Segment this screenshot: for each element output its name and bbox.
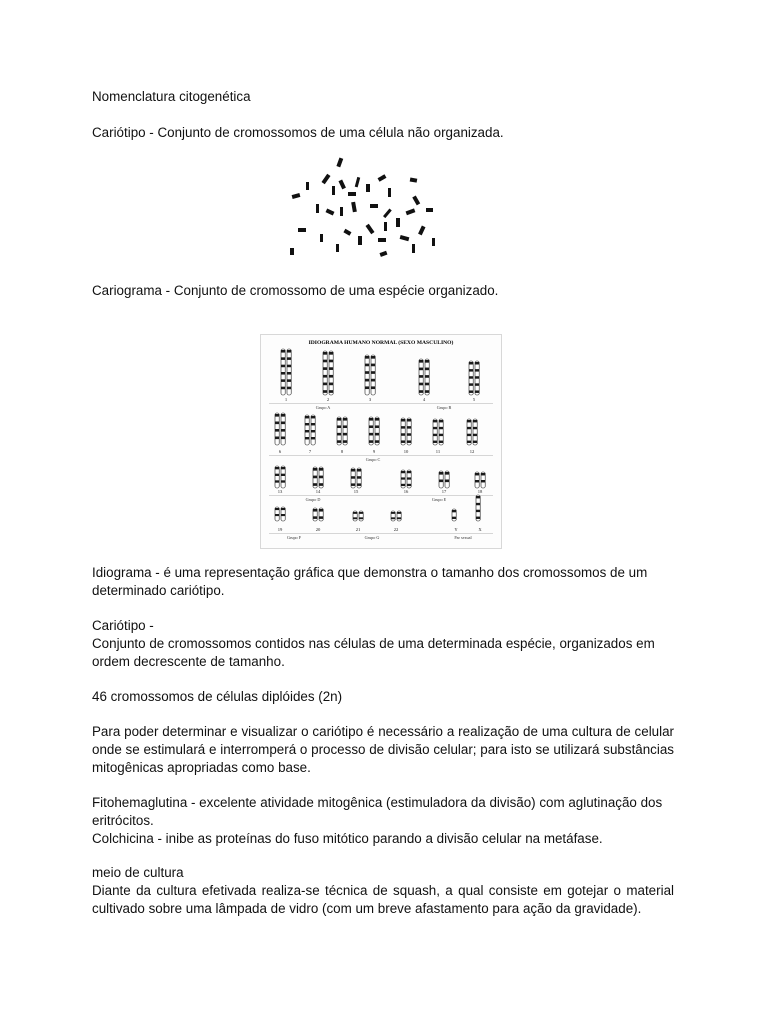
meio-section [92, 864, 674, 917]
chromosome-10-b [407, 418, 411, 445]
chromosome-number-label: 1 [284, 397, 288, 402]
chromosome-5-b [475, 361, 479, 395]
chromosome-15-b [357, 468, 361, 488]
chromosome-group-label: Grupo A [315, 405, 331, 410]
chromosome-16-a [401, 470, 405, 488]
chromosome-number-label: 20 [315, 527, 321, 532]
chromosome-number-label: 2 [326, 397, 330, 402]
chromosome-14-b [319, 467, 323, 488]
chromosome-number-label: 6 [278, 449, 282, 454]
chromosome-2-a [323, 351, 327, 395]
chromosome-20-b [319, 508, 323, 521]
chromosome-group-label: Grupo G [364, 535, 380, 540]
chromosome-4-b [425, 359, 429, 395]
chromosome-9-a [369, 417, 373, 445]
chromosome-number-label: 7 [308, 449, 312, 454]
idiogram-figure [260, 334, 502, 549]
chromosome-21-b [359, 511, 363, 521]
chromosome-number-label: 18 [477, 489, 483, 494]
chromosome-19-a [275, 507, 279, 521]
chromosome-10-a [401, 418, 405, 445]
document-title: Nomenclatura citogenética [92, 89, 251, 104]
chromosome-5-a [469, 361, 473, 395]
chromosome-number-label: 12 [469, 449, 475, 454]
chromosome-19-b [281, 507, 285, 521]
chromosome-number-label: 17 [441, 489, 447, 494]
meio-body: Diante da cultura efetivada realiza-se técnica de squash, a qual consiste em gotejar o material cultivado sobre uma lâmpada de vidro (com um breve afastamento para ação da gravidade). [92, 882, 674, 916]
chromosome-21-a [353, 511, 357, 521]
chromosome-number-label: 11 [435, 449, 441, 454]
cariotipo-definition: Cariótipo - Conjunto de cromossomos de uma célula não organizada. [92, 125, 504, 140]
colchicina-text: Colchicina - inibe as proteínas do fuso mitótico parando a divisão celular na metáfase. [92, 830, 603, 846]
chromosome-12-a [467, 419, 471, 445]
chromosome-number-label: 19 [277, 527, 283, 532]
mitogen-section [92, 794, 674, 847]
chromosome-6-b [281, 413, 285, 445]
chromosome-group-label: Grupo D [305, 497, 321, 502]
diploid-line: 46 cromossomos de células diplóides (2n) [92, 689, 343, 704]
chromosome-number-label: 22 [393, 527, 399, 532]
cariograma-definition: Cariograma - Conjunto de cromossomo de uma espécie organizado. [92, 283, 499, 298]
chromosome-3-a [365, 355, 369, 395]
chromosome-14-a [313, 467, 317, 488]
chromosome-7-b [311, 415, 315, 445]
chromosome-22-a [391, 511, 395, 521]
chromosome-group-label: Grupo C [365, 457, 381, 462]
chromosome-8-b [343, 417, 347, 445]
chromosome-2-b [329, 351, 333, 395]
idiogram-svg [261, 335, 501, 548]
idiograma-definition: Idiograma - é uma representação gráfica que demonstra o tamanho dos cromossomos de um determinado cariótipo. [92, 565, 648, 598]
chromosome-group-label: Par sexual [454, 535, 472, 540]
chromosome-15-a [351, 468, 355, 488]
chromosome-17-b [445, 471, 449, 488]
chromosome-group-label: Grupo F [286, 535, 302, 540]
chromosome-20-a [313, 508, 317, 521]
chromosome-number-label: 8 [340, 449, 344, 454]
chromosome-number-label: 10 [403, 449, 409, 454]
chromosome-13-b [281, 466, 285, 488]
chromosome-group-label: Grupo E [431, 497, 447, 502]
chromosome-number-label: 3 [368, 397, 372, 402]
chromosome-x [476, 495, 480, 521]
chromosome-y [452, 509, 456, 521]
chromosome-16-b [407, 470, 411, 488]
chromosome-4-a [419, 359, 423, 395]
chromosome-number-label: 9 [372, 449, 376, 454]
chromosome-22-b [397, 511, 401, 521]
chromosome-number-label: X [478, 527, 482, 532]
chromosome-1-a [281, 349, 285, 395]
chromosome-9-b [375, 417, 379, 445]
meio-heading: meio de cultura [92, 865, 184, 880]
chromosome-3-b [371, 355, 375, 395]
chromosome-number-label: 4 [422, 397, 426, 402]
fitohemaglutina-text: Fitohemaglutina - excelente atividade mitogênica (estimuladora da divisão) com aglutinação dos eritrócitos. [92, 795, 663, 828]
chromosome-18-a [475, 472, 479, 488]
cariotipo-section [92, 617, 674, 670]
chromosome-11-a [433, 419, 437, 445]
idiogram-title: IDIOGRAMA HUMANO NORMAL (SEXO MASCULINO) [308, 340, 454, 346]
cultura-paragraph: Para poder determinar e visualizar o cariótipo é necessário a realização de uma cultura de celular onde se estimulará e interromperá o processo de divisão celular; para isto se utilizará substâncias mitogênicas apropriadas como base. [92, 724, 674, 775]
chromosome-number-label: 21 [355, 527, 361, 532]
chromosome-6-a [275, 413, 279, 445]
chromosome-number-label: 13 [277, 489, 283, 494]
cariotipo-heading: Cariótipo - [92, 618, 154, 633]
cariotipo-body: Conjunto de cromossomos contidos nas células de uma determinada espécie, organizados em ordem decrescente de tamanho. [92, 635, 655, 669]
chromosome-1-b [287, 349, 291, 395]
chromosome-group-label: Grupo B [436, 405, 452, 410]
chromosome-18-b [481, 472, 485, 488]
chromosome-number-label: 5 [472, 397, 476, 402]
metaphase-chromosome-image [282, 152, 452, 270]
chromosome-11-b [439, 419, 443, 445]
chromosome-17-a [439, 471, 443, 488]
chromosome-number-label: 15 [353, 489, 359, 494]
chromosome-7-a [305, 415, 309, 445]
chromosome-13-a [275, 466, 279, 488]
chromosome-number-label: 16 [403, 489, 409, 494]
chromosome-12-b [473, 419, 477, 445]
chromosome-number-label: 14 [315, 489, 321, 494]
chromosome-number-label: Y [454, 527, 458, 532]
chromosome-8-a [337, 417, 341, 445]
